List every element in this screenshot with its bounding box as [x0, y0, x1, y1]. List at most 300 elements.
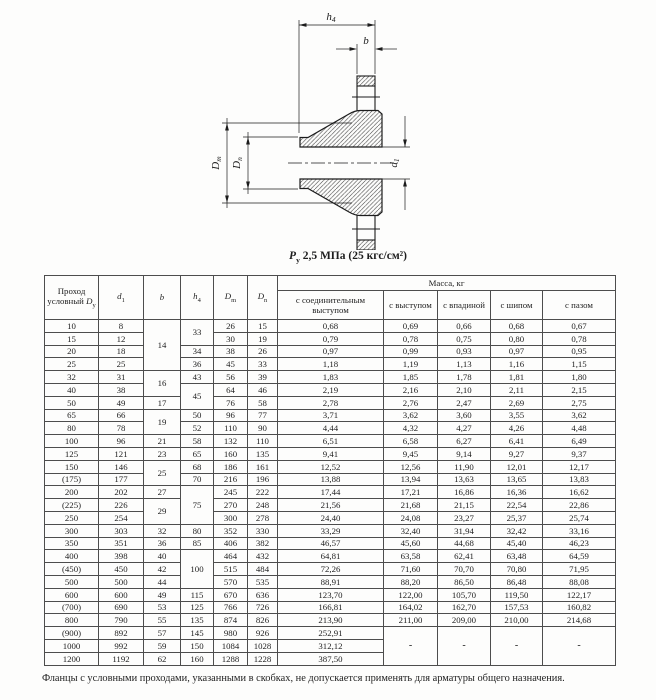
table-cell: 1,81: [491, 371, 543, 384]
table-cell: 33,29: [278, 524, 384, 537]
table-cell: 13,65: [491, 473, 543, 486]
table-cell: 2,47: [438, 396, 491, 409]
table-cell: -: [491, 627, 543, 665]
table-cell: 398: [99, 550, 144, 563]
table-cell: 0,67: [543, 320, 616, 333]
table-cell: 161: [248, 460, 278, 473]
table-cell: 3,62: [543, 409, 616, 422]
table-cell: 6,58: [384, 435, 438, 448]
table-cell: 80: [181, 524, 214, 537]
table-cell: 16,36: [491, 486, 543, 499]
table-cell: 500: [99, 575, 144, 588]
table-cell: 9,45: [384, 447, 438, 460]
table-cell: 248: [248, 499, 278, 512]
dim-Dn: [231, 132, 298, 194]
table-cell: 122,17: [543, 588, 616, 601]
table-cell: 0,80: [491, 332, 543, 345]
table-row: [45, 409, 616, 422]
col-header-d1: $d_1$: [99, 276, 144, 320]
table-cell: 36: [144, 537, 181, 550]
table-cell: 88,91: [278, 575, 384, 588]
table-cell: 177: [99, 473, 144, 486]
table-cell: 70,80: [491, 563, 543, 576]
table-cell: 25: [144, 460, 181, 486]
table-cell: 21,15: [438, 499, 491, 512]
col-header-mass-3: с шипом: [491, 291, 543, 320]
table-cell: 3,62: [384, 409, 438, 422]
table-cell: 0,78: [543, 332, 616, 345]
table-cell: 2,10: [438, 383, 491, 396]
table-cell: 12: [99, 332, 144, 345]
table-cell: 0,66: [438, 320, 491, 333]
table-cell: 1084: [214, 639, 248, 652]
table-cell: 100: [45, 435, 99, 448]
table-cell: (450): [45, 563, 99, 576]
table-cell: 32: [45, 371, 99, 384]
table-cell: 1,19: [384, 358, 438, 371]
table-row: [45, 447, 616, 460]
table-cell: 6,27: [438, 435, 491, 448]
table-cell: 200: [45, 486, 99, 499]
pressure-caption: $P_у$ 2,5 МПа (25 кгс/см²): [289, 250, 407, 265]
table-cell: 17,21: [384, 486, 438, 499]
table-cell: 63,48: [491, 550, 543, 563]
table-cell: 123,70: [278, 588, 384, 601]
table-cell: 351: [99, 537, 144, 550]
table-cell: 44: [144, 575, 181, 588]
table-cell: 166,81: [278, 601, 384, 614]
table-cell: 1028: [248, 639, 278, 652]
table-cell: 16,86: [438, 486, 491, 499]
table-cell: 105,70: [438, 588, 491, 601]
table-cell: 8: [99, 320, 144, 333]
table-cell: 132: [214, 435, 248, 448]
table-cell: 96: [214, 409, 248, 422]
table-row: [45, 575, 616, 588]
table-cell: 2,69: [491, 396, 543, 409]
table-cell: 68: [181, 460, 214, 473]
table-cell: 46: [248, 383, 278, 396]
table-cell: 122,00: [384, 588, 438, 601]
table-cell: 0,69: [384, 320, 438, 333]
table-cell: 10: [45, 320, 99, 333]
svg-text:Dm: Dm: [210, 156, 223, 170]
table-cell: 1,80: [543, 371, 616, 384]
table-cell: 350: [45, 537, 99, 550]
table-row: [45, 550, 616, 563]
table-cell: 14: [144, 320, 181, 371]
table-cell: -: [438, 627, 491, 665]
table-cell: 0,75: [438, 332, 491, 345]
table-cell: 3,55: [491, 409, 543, 422]
table-cell: 62: [144, 652, 181, 665]
table-cell: 1,16: [491, 358, 543, 371]
table-cell: 15: [248, 320, 278, 333]
table-cell: 464: [214, 550, 248, 563]
table-cell: 164,02: [384, 601, 438, 614]
table-cell: 2,76: [384, 396, 438, 409]
table-cell: 600: [45, 588, 99, 601]
table-cell: 766: [214, 601, 248, 614]
table-cell: 515: [214, 563, 248, 576]
svg-text:Dn: Dn: [231, 157, 244, 169]
table-cell: 1288: [214, 652, 248, 665]
table-cell: 32: [144, 524, 181, 537]
table-cell: 0,95: [543, 345, 616, 358]
table-cell: 22,86: [543, 499, 616, 512]
table-cell: 196: [248, 473, 278, 486]
table-cell: 65: [45, 409, 99, 422]
table-cell: 36: [181, 358, 214, 371]
table-cell: 75: [181, 486, 214, 524]
table-cell: 40: [144, 550, 181, 563]
table-cell: 4,32: [384, 422, 438, 435]
table-cell: 874: [214, 614, 248, 627]
table-cell: 50: [45, 396, 99, 409]
table-cell: 160: [181, 652, 214, 665]
table-cell: 690: [99, 601, 144, 614]
table-cell: 3,71: [278, 409, 384, 422]
table-cell: 25: [99, 358, 144, 371]
table-cell: 209,00: [438, 614, 491, 627]
table-cell: 216: [214, 473, 248, 486]
table-cell: 202: [99, 486, 144, 499]
table-cell: 26: [248, 345, 278, 358]
table-cell: 1,13: [438, 358, 491, 371]
table-cell: 252,91: [278, 627, 384, 640]
table-cell: 150: [45, 460, 99, 473]
table-cell: 16: [144, 371, 181, 397]
table-cell: 484: [248, 563, 278, 576]
table-cell: 19: [248, 332, 278, 345]
table-cell: 1,78: [438, 371, 491, 384]
table-row: [45, 601, 616, 614]
table-row: [45, 422, 616, 435]
table-row: [45, 320, 616, 333]
table-cell: 71,60: [384, 563, 438, 576]
table-cell: 42: [144, 563, 181, 576]
flange-section-lower: [300, 179, 382, 250]
table-cell: 892: [99, 627, 144, 640]
table-row: [45, 460, 616, 473]
table-cell: 600: [99, 588, 144, 601]
table-cell: 65: [181, 447, 214, 460]
table-cell: 80: [45, 422, 99, 435]
table-cell: 100: [181, 550, 214, 588]
table-cell: 4,27: [438, 422, 491, 435]
table-cell: 12,56: [384, 460, 438, 473]
table-cell: 300: [214, 511, 248, 524]
table-cell: 0,97: [491, 345, 543, 358]
table-cell: 2,75: [543, 396, 616, 409]
col-header-mass-group: Масса, кг: [278, 276, 616, 291]
table-cell: 226: [99, 499, 144, 512]
table-cell: 43: [181, 371, 214, 384]
table-cell: 56: [214, 371, 248, 384]
table-cell: 826: [248, 614, 278, 627]
table-cell: 213,90: [278, 614, 384, 627]
table-cell: 4,48: [543, 422, 616, 435]
table-cell: 30: [214, 332, 248, 345]
table-cell: 64,59: [543, 550, 616, 563]
table-cell: 13,94: [384, 473, 438, 486]
table-cell: 88,20: [384, 575, 438, 588]
table-cell: 6,41: [491, 435, 543, 448]
table-cell: 45: [181, 383, 214, 409]
table-cell: -: [543, 627, 616, 665]
table-row: [45, 588, 616, 601]
col-header-Dn: $D_n$: [248, 276, 278, 320]
table-row: [45, 332, 616, 345]
table-cell: 12,17: [543, 460, 616, 473]
table-cell: 222: [248, 486, 278, 499]
table-cell: 4,26: [491, 422, 543, 435]
table-cell: 4,44: [278, 422, 384, 435]
table-cell: 86,50: [438, 575, 491, 588]
table-cell: 55: [144, 614, 181, 627]
table-cell: 3,60: [438, 409, 491, 422]
table-cell: 2,78: [278, 396, 384, 409]
table-cell: 33: [248, 358, 278, 371]
table-cell: 15: [45, 332, 99, 345]
table-cell: 38: [214, 345, 248, 358]
table-cell: 245: [214, 486, 248, 499]
table-cell: 77: [248, 409, 278, 422]
table-cell: 790: [99, 614, 144, 627]
table-cell: 49: [144, 588, 181, 601]
col-header-mass-4: с пазом: [543, 291, 616, 320]
table-cell: 382: [248, 537, 278, 550]
table-cell: 1,83: [278, 371, 384, 384]
table-cell: 86,48: [491, 575, 543, 588]
table-cell: 17,44: [278, 486, 384, 499]
table-cell: 25: [45, 358, 99, 371]
table-cell: 406: [214, 537, 248, 550]
table-cell: (700): [45, 601, 99, 614]
table-cell: 78: [99, 422, 144, 435]
table-cell: 0,78: [384, 332, 438, 345]
table-cell: 135: [181, 614, 214, 627]
col-header-b: b: [144, 276, 181, 320]
table-cell: 500: [45, 575, 99, 588]
table-cell: 1192: [99, 652, 144, 665]
table-cell: 21,56: [278, 499, 384, 512]
table-cell: 39: [248, 371, 278, 384]
table-cell: 66: [99, 409, 144, 422]
table-cell: 0,93: [438, 345, 491, 358]
table-cell: 46,57: [278, 537, 384, 550]
table-cell: 160,82: [543, 601, 616, 614]
table-cell: 76: [214, 396, 248, 409]
table-cell: 23: [144, 447, 181, 460]
table-cell: 26: [214, 320, 248, 333]
table-cell: 85: [181, 537, 214, 550]
table-cell: (900): [45, 627, 99, 640]
table-cell: 13,88: [278, 473, 384, 486]
table-row: [45, 627, 616, 640]
table-row: [45, 499, 616, 512]
table-cell: 186: [214, 460, 248, 473]
table-cell: 38: [99, 383, 144, 396]
table-cell: 17: [144, 396, 181, 409]
table-cell: 157,53: [491, 601, 543, 614]
col-header-dy: Проход условный $D_у$: [45, 276, 99, 320]
table-cell: 135: [248, 447, 278, 460]
table-cell: (175): [45, 473, 99, 486]
table-cell: 13,63: [438, 473, 491, 486]
table-cell: 24,40: [278, 511, 384, 524]
table-cell: 312,12: [278, 639, 384, 652]
table-cell: 250: [45, 511, 99, 524]
table-cell: 1,18: [278, 358, 384, 371]
table-cell: 71,95: [543, 563, 616, 576]
table-cell: 211,00: [384, 614, 438, 627]
table-cell: 21: [144, 435, 181, 448]
svg-text:d1: d1: [388, 158, 401, 168]
table-cell: 49: [99, 396, 144, 409]
footnote: Фланцы с условными проходами, указанными в скобках, не допускается применять для арматуры общего назначения.: [42, 673, 565, 684]
table-cell: 0,68: [278, 320, 384, 333]
table-cell: 44,68: [438, 537, 491, 550]
table-cell: 24,08: [384, 511, 438, 524]
table-row: [45, 537, 616, 550]
table-cell: 11,90: [438, 460, 491, 473]
table-row: [45, 563, 616, 576]
table-cell: 34: [181, 345, 214, 358]
table-cell: 29: [144, 499, 181, 525]
table-cell: 303: [99, 524, 144, 537]
table-cell: 0,97: [278, 345, 384, 358]
table-cell: 22,54: [491, 499, 543, 512]
table-cell: 27: [144, 486, 181, 499]
table-cell: 6,51: [278, 435, 384, 448]
table-cell: 57: [144, 627, 181, 640]
table-cell: 72,26: [278, 563, 384, 576]
flange-technical-drawing: [0, 0, 656, 250]
table-cell: 121: [99, 447, 144, 460]
table-cell: 13,83: [543, 473, 616, 486]
table-cell: 2,11: [491, 383, 543, 396]
col-header-mass-2: с впадиной: [438, 291, 491, 320]
table-cell: 64,81: [278, 550, 384, 563]
table-cell: 330: [248, 524, 278, 537]
table-cell: 800: [45, 614, 99, 627]
table-cell: 59: [144, 639, 181, 652]
table-cell: 63,58: [384, 550, 438, 563]
table-cell: 2,16: [384, 383, 438, 396]
table-cell: 387,50: [278, 652, 384, 665]
table-cell: 21,68: [384, 499, 438, 512]
table-cell: 400: [45, 550, 99, 563]
table-cell: 0,79: [278, 332, 384, 345]
flange-table-body: [45, 320, 616, 666]
table-cell: 62,41: [438, 550, 491, 563]
table-row: [45, 383, 616, 396]
table-cell: 146: [99, 460, 144, 473]
table-cell: 96: [99, 435, 144, 448]
table-cell: 570: [214, 575, 248, 588]
table-cell: -: [384, 627, 438, 665]
table-cell: 58: [181, 435, 214, 448]
table-cell: 70,70: [438, 563, 491, 576]
table-cell: 160: [214, 447, 248, 460]
table-cell: 45,60: [384, 537, 438, 550]
table-cell: 254: [99, 511, 144, 524]
table-cell: 1,85: [384, 371, 438, 384]
table-cell: 50: [181, 409, 214, 422]
flange-section-svg: [0, 0, 656, 250]
table-cell: 16,62: [543, 486, 616, 499]
svg-text:h4: h4: [326, 11, 336, 24]
col-header-mass-0: с соединительным выступом: [278, 291, 384, 320]
table-cell: 432: [248, 550, 278, 563]
table-cell: 1200: [45, 652, 99, 665]
table-row: [45, 614, 616, 627]
table-cell: 535: [248, 575, 278, 588]
dim-b: [336, 35, 397, 74]
table-cell: 9,14: [438, 447, 491, 460]
table-row: [45, 358, 616, 371]
table-cell: 450: [99, 563, 144, 576]
table-cell: 25,37: [491, 511, 543, 524]
table-cell: 980: [214, 627, 248, 640]
table-cell: (225): [45, 499, 99, 512]
col-header-h4: $h_4$: [181, 276, 214, 320]
table-row: [45, 486, 616, 499]
table-cell: 6,49: [543, 435, 616, 448]
table-cell: 278: [248, 511, 278, 524]
table-cell: 45,40: [491, 537, 543, 550]
table-cell: 0,68: [491, 320, 543, 333]
table-cell: 46,23: [543, 537, 616, 550]
table-cell: 40: [45, 383, 99, 396]
table-cell: 32,40: [384, 524, 438, 537]
table-cell: 31,94: [438, 524, 491, 537]
table-cell: 162,70: [438, 601, 491, 614]
table-cell: 119,50: [491, 588, 543, 601]
table-cell: 150: [181, 639, 214, 652]
table-cell: 70: [181, 473, 214, 486]
table-cell: 18: [99, 345, 144, 358]
table-cell: 31: [99, 371, 144, 384]
table-row: [45, 396, 616, 409]
table-cell: 110: [214, 422, 248, 435]
table-cell: 9,37: [543, 447, 616, 460]
table-cell: 45: [214, 358, 248, 371]
table-cell: 0,99: [384, 345, 438, 358]
flange-section-upper: [300, 76, 382, 147]
table-cell: 636: [248, 588, 278, 601]
table-cell: 1228: [248, 652, 278, 665]
col-header-Dm: $D_m$: [214, 276, 248, 320]
table-cell: 726: [248, 601, 278, 614]
table-row: [45, 435, 616, 448]
col-header-mass-1: с выступом: [384, 291, 438, 320]
table-cell: 926: [248, 627, 278, 640]
table-cell: 110: [248, 435, 278, 448]
table-cell: 9,27: [491, 447, 543, 460]
table-cell: 53: [144, 601, 181, 614]
table-cell: 9,41: [278, 447, 384, 460]
table-cell: 33: [181, 320, 214, 346]
table-cell: 125: [181, 601, 214, 614]
table-cell: 12,52: [278, 460, 384, 473]
table-row: [45, 524, 616, 537]
table-row: [45, 371, 616, 384]
table-cell: 125: [45, 447, 99, 460]
table-row: [45, 345, 616, 358]
table-cell: 90: [248, 422, 278, 435]
